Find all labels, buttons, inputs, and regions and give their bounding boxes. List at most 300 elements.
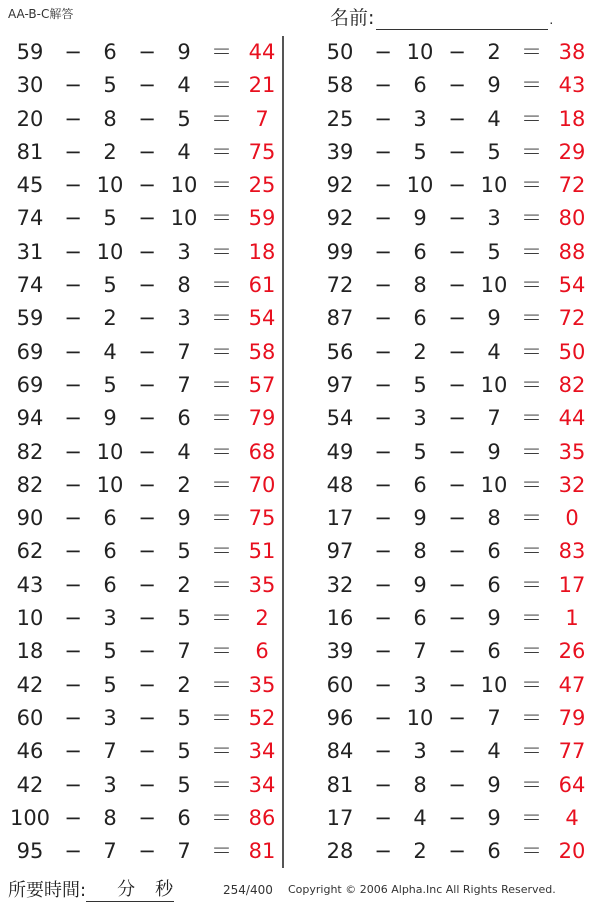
- equals-sign: ＝: [521, 772, 542, 797]
- equals-sign: ＝: [211, 772, 232, 797]
- minus-sign: −: [64, 206, 82, 231]
- answer: 75: [248, 506, 276, 531]
- equals-sign: ＝: [211, 306, 232, 331]
- subtrahend-1: 8: [103, 805, 117, 830]
- subtrahend-1: 4: [413, 805, 427, 830]
- minus-sign: −: [448, 572, 466, 597]
- minus-sign: −: [138, 239, 156, 264]
- answer: 20: [558, 839, 586, 864]
- problem-row: [0, 103, 290, 136]
- time-label: 所要時間:: [8, 880, 87, 901]
- subtrahend-1: 3: [103, 772, 117, 797]
- subtrahend-1: 2: [413, 839, 427, 864]
- subtrahend-2: 9: [487, 606, 501, 631]
- subtrahend-2: 7: [177, 339, 191, 364]
- equals-sign: ＝: [211, 106, 232, 131]
- answer: 77: [558, 739, 586, 764]
- problem-row: [300, 69, 590, 102]
- problem-row: [300, 835, 590, 868]
- minuend: 100: [9, 805, 51, 830]
- answer: 18: [248, 239, 276, 264]
- problem-row: [300, 502, 590, 535]
- subtrahend-1: 8: [413, 539, 427, 564]
- subtrahend-2: 6: [487, 539, 501, 564]
- minus-sign: −: [448, 406, 466, 431]
- subtrahend-1: 10: [406, 173, 434, 198]
- minus-sign: −: [64, 40, 82, 64]
- problem-row: [300, 602, 590, 635]
- equals-sign: ＝: [521, 839, 542, 864]
- minuend: 72: [326, 273, 354, 298]
- problem-row: [0, 502, 290, 535]
- minuend: 99: [326, 239, 354, 264]
- answer: 58: [248, 339, 276, 364]
- minus-sign: −: [138, 506, 156, 531]
- problem-row: [0, 236, 290, 269]
- subtrahend-2: 6: [487, 639, 501, 664]
- minus-sign: −: [64, 139, 82, 164]
- equals-sign: ＝: [211, 206, 232, 231]
- answer: 61: [248, 273, 276, 298]
- problem-row: [300, 236, 590, 269]
- minus-sign: −: [138, 306, 156, 331]
- minus-sign: −: [374, 839, 392, 864]
- equals-sign: ＝: [521, 705, 542, 730]
- minuend: 54: [326, 406, 354, 431]
- problem-row: [300, 469, 590, 502]
- problem-row: [0, 36, 290, 69]
- subtrahend-1: 9: [103, 406, 117, 431]
- problem-row: [300, 635, 590, 668]
- answer: 81: [248, 839, 276, 864]
- minuend: 92: [326, 173, 354, 198]
- minuend: 69: [16, 339, 44, 364]
- equals-sign: ＝: [211, 239, 232, 264]
- minus-sign: −: [374, 273, 392, 298]
- subtrahend-2: 2: [487, 40, 501, 64]
- subtrahend-1: 3: [103, 606, 117, 631]
- answer: 4: [565, 805, 579, 830]
- subtrahend-2: 7: [177, 372, 191, 397]
- equals-sign: ＝: [211, 406, 232, 431]
- subtrahend-1: 9: [413, 572, 427, 597]
- answer: 57: [248, 372, 276, 397]
- problem-row: [300, 669, 590, 702]
- problem-row: [0, 735, 290, 768]
- minuend: 46: [16, 739, 44, 764]
- minus-sign: −: [374, 439, 392, 464]
- subtrahend-1: 10: [406, 40, 434, 64]
- minus-sign: −: [448, 206, 466, 231]
- minus-sign: −: [138, 439, 156, 464]
- equals-sign: ＝: [521, 739, 542, 764]
- answer: 35: [558, 439, 586, 464]
- minus-sign: −: [374, 472, 392, 497]
- minus-sign: −: [374, 805, 392, 830]
- name-trailing-mark: .: [549, 13, 554, 27]
- minuend: 82: [16, 472, 44, 497]
- problem-row: [0, 769, 290, 802]
- minuend: 39: [326, 139, 354, 164]
- answer: 26: [558, 639, 586, 664]
- subtrahend-2: 10: [480, 273, 508, 298]
- subtrahend-1: 8: [413, 273, 427, 298]
- minus-sign: −: [138, 472, 156, 497]
- seconds-blank[interactable]: [136, 883, 154, 902]
- problem-row: [0, 569, 290, 602]
- minus-sign: −: [448, 805, 466, 830]
- problem-row: [300, 103, 590, 136]
- minus-sign: −: [374, 639, 392, 664]
- subtrahend-2: 10: [480, 173, 508, 198]
- minus-sign: −: [374, 572, 392, 597]
- equals-sign: ＝: [211, 472, 232, 497]
- answer: 52: [248, 705, 276, 730]
- subtrahend-2: 5: [487, 139, 501, 164]
- minus-sign: −: [448, 273, 466, 298]
- subtrahend-2: 8: [177, 273, 191, 298]
- minuend: 90: [16, 506, 44, 531]
- equals-sign: ＝: [521, 73, 542, 98]
- answer: 47: [558, 672, 586, 697]
- minuend: 49: [326, 439, 354, 464]
- subtrahend-2: 6: [177, 406, 191, 431]
- answer: 54: [558, 273, 586, 298]
- subtrahend-1: 10: [96, 173, 124, 198]
- minus-sign: −: [64, 739, 82, 764]
- subtrahend-2: 5: [177, 539, 191, 564]
- minus-sign: −: [448, 705, 466, 730]
- minuend: 20: [16, 106, 44, 131]
- answer: 72: [558, 173, 586, 198]
- problem-row: [0, 169, 290, 202]
- answer: 75: [248, 139, 276, 164]
- minus-sign: −: [138, 739, 156, 764]
- answer: 38: [558, 40, 586, 64]
- problem-row: [300, 769, 590, 802]
- equals-sign: ＝: [211, 572, 232, 597]
- answer: 64: [558, 772, 586, 797]
- minus-sign: −: [64, 439, 82, 464]
- minus-sign: −: [64, 639, 82, 664]
- minuend: 58: [326, 73, 354, 98]
- equals-sign: ＝: [521, 606, 542, 631]
- minus-sign: −: [64, 472, 82, 497]
- problem-row: [300, 336, 590, 369]
- minus-sign: −: [138, 606, 156, 631]
- problem-row: [0, 336, 290, 369]
- subtrahend-2: 4: [177, 73, 191, 98]
- answer: 18: [558, 106, 586, 131]
- minuend: 42: [16, 672, 44, 697]
- minus-sign: −: [64, 106, 82, 131]
- minus-sign: −: [374, 139, 392, 164]
- subtrahend-2: 7: [177, 839, 191, 864]
- problem-row: [0, 402, 290, 435]
- minuend: 42: [16, 772, 44, 797]
- equals-sign: ＝: [211, 40, 232, 64]
- subtrahend-2: 4: [487, 339, 501, 364]
- equals-sign: ＝: [211, 73, 232, 98]
- subtrahend-1: 5: [413, 139, 427, 164]
- subtrahend-2: 10: [170, 173, 198, 198]
- equals-sign: ＝: [211, 839, 232, 864]
- minus-sign: −: [448, 106, 466, 131]
- equals-sign: ＝: [211, 639, 232, 664]
- answer: 82: [558, 372, 586, 397]
- subtrahend-2: 9: [487, 439, 501, 464]
- minus-sign: −: [64, 339, 82, 364]
- minus-sign: −: [448, 672, 466, 697]
- equals-sign: ＝: [521, 406, 542, 431]
- minuend: 97: [326, 372, 354, 397]
- equals-sign: ＝: [521, 439, 542, 464]
- minus-sign: −: [64, 539, 82, 564]
- subtrahend-2: 3: [487, 206, 501, 231]
- subtrahend-1: 5: [103, 372, 117, 397]
- minus-sign: −: [138, 772, 156, 797]
- subtrahend-1: 7: [103, 739, 117, 764]
- subtrahend-2: 4: [177, 439, 191, 464]
- minuend: 48: [326, 472, 354, 497]
- subtrahend-2: 4: [487, 106, 501, 131]
- subtrahend-2: 9: [487, 306, 501, 331]
- minus-sign: −: [64, 572, 82, 597]
- minus-sign: −: [374, 705, 392, 730]
- answer: 1: [565, 606, 579, 631]
- subtrahend-1: 7: [413, 639, 427, 664]
- minus-sign: −: [138, 406, 156, 431]
- subtrahend-2: 3: [177, 239, 191, 264]
- minus-sign: −: [138, 339, 156, 364]
- minus-sign: −: [138, 273, 156, 298]
- minuend: 94: [16, 406, 44, 431]
- equals-sign: ＝: [211, 739, 232, 764]
- equals-sign: ＝: [211, 539, 232, 564]
- minus-sign: −: [138, 572, 156, 597]
- minus-sign: −: [138, 139, 156, 164]
- equals-sign: ＝: [521, 805, 542, 830]
- subtrahend-1: 6: [413, 472, 427, 497]
- answer: 2: [255, 606, 269, 631]
- minus-sign: −: [374, 339, 392, 364]
- minus-sign: −: [448, 173, 466, 198]
- minuend: 56: [326, 339, 354, 364]
- subtrahend-1: 6: [413, 73, 427, 98]
- minus-sign: −: [374, 206, 392, 231]
- subtrahend-1: 5: [103, 273, 117, 298]
- subtrahend-1: 6: [103, 40, 117, 64]
- answer: 51: [248, 539, 276, 564]
- minus-sign: −: [374, 306, 392, 331]
- minus-sign: −: [448, 739, 466, 764]
- minus-sign: −: [138, 372, 156, 397]
- subtrahend-1: 5: [413, 439, 427, 464]
- minus-sign: −: [448, 40, 466, 64]
- subtrahend-1: 3: [103, 705, 117, 730]
- subtrahend-2: 10: [170, 206, 198, 231]
- minus-sign: −: [64, 372, 82, 397]
- minus-sign: −: [374, 506, 392, 531]
- minus-sign: −: [64, 672, 82, 697]
- problem-row: [300, 702, 590, 735]
- minus-sign: −: [64, 506, 82, 531]
- minuend: 45: [16, 173, 44, 198]
- minuend: 10: [16, 606, 44, 631]
- minus-sign: −: [448, 139, 466, 164]
- minus-sign: −: [448, 73, 466, 98]
- equals-sign: ＝: [521, 672, 542, 697]
- subtrahend-2: 8: [487, 506, 501, 531]
- minutes-blank[interactable]: [86, 883, 116, 902]
- problem-row: [0, 269, 290, 302]
- problem-row: [0, 436, 290, 469]
- subtrahend-2: 5: [177, 606, 191, 631]
- problem-row: [0, 369, 290, 402]
- minus-sign: −: [374, 73, 392, 98]
- subtrahend-1: 7: [103, 839, 117, 864]
- subtrahend-2: 10: [480, 672, 508, 697]
- minuend: 74: [16, 206, 44, 231]
- problem-row: [300, 735, 590, 768]
- problem-row: [300, 169, 590, 202]
- minuend: 96: [326, 705, 354, 730]
- subtrahend-1: 2: [413, 339, 427, 364]
- problem-row: [0, 69, 290, 102]
- equals-sign: ＝: [211, 672, 232, 697]
- answer: 83: [558, 539, 586, 564]
- equals-sign: ＝: [521, 273, 542, 298]
- equals-sign: ＝: [521, 639, 542, 664]
- subtrahend-2: 5: [487, 239, 501, 264]
- problem-row: [300, 802, 590, 835]
- minus-sign: −: [374, 173, 392, 198]
- subtrahend-1: 3: [413, 739, 427, 764]
- subtrahend-2: 7: [487, 406, 501, 431]
- subtrahend-2: 9: [487, 805, 501, 830]
- seconds-unit: 秒: [155, 879, 174, 900]
- minus-sign: −: [64, 273, 82, 298]
- answer: 68: [248, 439, 276, 464]
- problem-row: [0, 702, 290, 735]
- problem-row: [300, 436, 590, 469]
- subtrahend-1: 2: [103, 306, 117, 331]
- problem-row: [0, 835, 290, 868]
- subtrahend-2: 6: [487, 572, 501, 597]
- subtrahend-2: 5: [177, 106, 191, 131]
- name-blank-line[interactable]: [376, 11, 548, 30]
- subtrahend-2: 2: [177, 472, 191, 497]
- answer: 25: [248, 173, 276, 198]
- answer: 44: [558, 406, 586, 431]
- answer: 88: [558, 239, 586, 264]
- minuend: 43: [16, 572, 44, 597]
- answer: 70: [248, 472, 276, 497]
- equals-sign: ＝: [521, 206, 542, 231]
- minus-sign: −: [374, 672, 392, 697]
- name-field[interactable]: [330, 3, 553, 30]
- problem-row: [0, 302, 290, 335]
- subtrahend-1: 6: [103, 572, 117, 597]
- equals-sign: ＝: [211, 439, 232, 464]
- answer: 6: [255, 639, 269, 664]
- subtrahend-2: 2: [177, 572, 191, 597]
- minuend: 25: [326, 106, 354, 131]
- answer: 79: [558, 705, 586, 730]
- problem-row: [300, 302, 590, 335]
- subtrahend-2: 10: [480, 472, 508, 497]
- minus-sign: −: [374, 40, 392, 64]
- equals-sign: ＝: [521, 173, 542, 198]
- problem-row: [300, 202, 590, 235]
- equals-sign: ＝: [211, 805, 232, 830]
- problem-row: [300, 369, 590, 402]
- footer: [8, 876, 598, 902]
- equals-sign: ＝: [211, 705, 232, 730]
- subtrahend-1: 5: [103, 639, 117, 664]
- minus-sign: −: [448, 772, 466, 797]
- answer: 35: [248, 572, 276, 597]
- minus-sign: −: [64, 406, 82, 431]
- problem-row: [0, 669, 290, 702]
- equals-sign: ＝: [521, 339, 542, 364]
- problem-row: [300, 402, 590, 435]
- answer: 29: [558, 139, 586, 164]
- equals-sign: ＝: [211, 606, 232, 631]
- minuend: 95: [16, 839, 44, 864]
- minus-sign: −: [64, 606, 82, 631]
- right-problem-column: [300, 36, 590, 868]
- problem-row: [0, 469, 290, 502]
- subtrahend-1: 6: [413, 239, 427, 264]
- problem-row: [300, 569, 590, 602]
- minus-sign: −: [138, 106, 156, 131]
- minus-sign: −: [138, 40, 156, 64]
- problem-row: [0, 602, 290, 635]
- minus-sign: −: [138, 206, 156, 231]
- equals-sign: ＝: [521, 572, 542, 597]
- answer: 0: [565, 506, 579, 531]
- subtrahend-1: 5: [413, 372, 427, 397]
- minuend: 74: [16, 273, 44, 298]
- minuend: 82: [16, 439, 44, 464]
- answer: 86: [248, 805, 276, 830]
- subtrahend-2: 4: [177, 139, 191, 164]
- subtrahend-1: 6: [413, 306, 427, 331]
- problem-row: [0, 202, 290, 235]
- minus-sign: −: [64, 705, 82, 730]
- subtrahend-1: 3: [413, 106, 427, 131]
- minus-sign: −: [64, 173, 82, 198]
- minuend: 30: [16, 73, 44, 98]
- answer: 43: [558, 73, 586, 98]
- minuend: 60: [326, 672, 354, 697]
- minus-sign: −: [64, 839, 82, 864]
- equals-sign: ＝: [521, 472, 542, 497]
- minus-sign: −: [374, 539, 392, 564]
- subtrahend-2: 5: [177, 739, 191, 764]
- minus-sign: −: [138, 839, 156, 864]
- problem-row: [300, 36, 590, 69]
- answer: 72: [558, 306, 586, 331]
- minus-sign: −: [374, 406, 392, 431]
- minus-sign: −: [448, 606, 466, 631]
- answer: 44: [248, 40, 276, 64]
- minus-sign: −: [448, 472, 466, 497]
- page-number: 254/400: [223, 883, 273, 897]
- subtrahend-2: 3: [177, 306, 191, 331]
- subtrahend-2: 7: [487, 705, 501, 730]
